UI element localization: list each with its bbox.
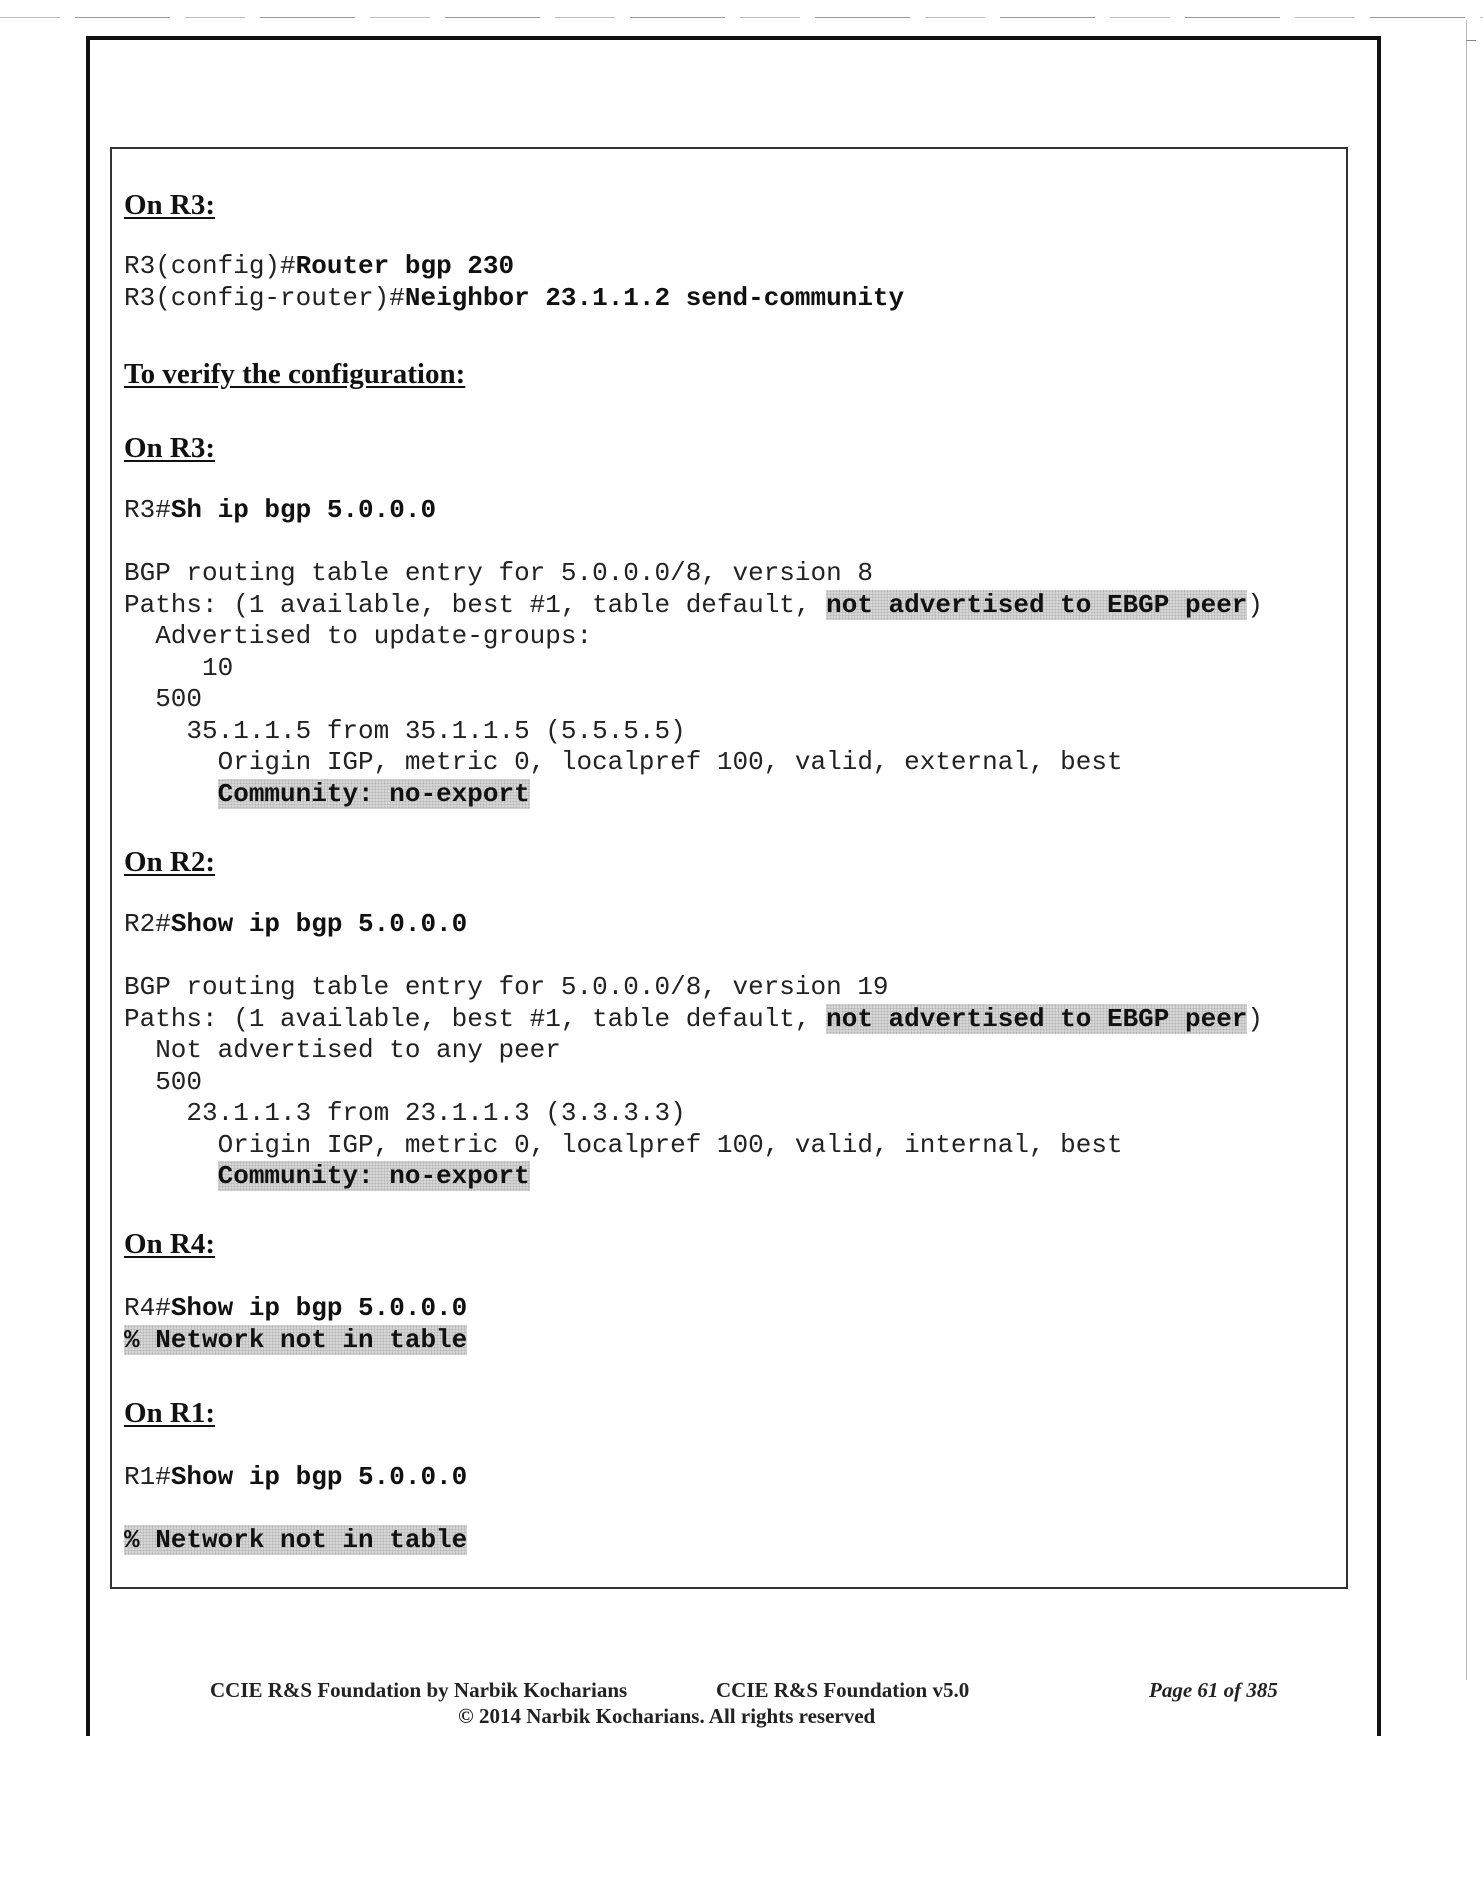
output-line: BGP routing table entry for 5.0.0.0/8, version 19 xyxy=(124,972,889,1002)
output-line: 500 xyxy=(124,1066,203,1097)
highlight: not advertised to EBGP peer xyxy=(826,1003,1248,1034)
section-heading: On R3: xyxy=(124,189,216,221)
cli-prompt: R1# xyxy=(124,1462,171,1492)
output-line: 10 xyxy=(124,652,234,683)
verify-heading: To verify the configuration: xyxy=(124,358,466,390)
scan-artifact-right xyxy=(1466,20,1467,1680)
output-line: Advertised to update-groups: xyxy=(124,621,593,651)
page-frame-left xyxy=(86,36,90,1736)
footer-version: CCIE R&S Foundation v5.0 xyxy=(716,1678,970,1702)
r2-verify-section xyxy=(124,845,215,879)
output-line: Not advertised to any peer xyxy=(124,1035,561,1065)
section-heading: On R2: xyxy=(124,846,216,878)
output-line: Paths: (1 available, best #1, table default, xyxy=(124,589,827,620)
highlight: % Network not in table xyxy=(124,1525,468,1555)
r3-verify-code xyxy=(124,495,436,527)
page-number: Page 61 of 385 xyxy=(1149,1678,1278,1702)
cli-prompt: R3(config-router)# xyxy=(124,282,405,313)
scan-artifact-tick xyxy=(1466,40,1476,41)
cli-command: Show ip bgp 5.0.0.0 xyxy=(170,1462,468,1492)
cli-prompt: R2# xyxy=(124,909,171,939)
cli-prompt: R3# xyxy=(124,495,171,525)
section-heading: On R1: xyxy=(124,1397,216,1429)
r4-verify-section xyxy=(124,1227,215,1261)
output-line: 23.1.1.3 from 23.1.1.3 (3.3.3.3) xyxy=(124,1098,686,1128)
output-line: Origin IGP, metric 0, localpref 100, valid, internal, best xyxy=(124,1129,1123,1160)
cli-command: Show ip bgp 5.0.0.0 xyxy=(170,909,468,939)
output-indent xyxy=(124,779,218,809)
section-heading: On R4: xyxy=(124,1228,216,1260)
r2-verify-code xyxy=(124,909,467,941)
cli-command: Router bgp 230 xyxy=(295,251,515,281)
output-line: 35.1.1.5 from 35.1.1.5 (5.5.5.5) xyxy=(124,715,686,746)
highlight: not advertised to EBGP peer xyxy=(826,589,1248,620)
r3-config-code xyxy=(124,251,904,314)
cli-command: Sh ip bgp 5.0.0.0 xyxy=(170,495,437,525)
verify-section xyxy=(124,357,465,391)
scan-artifact-top xyxy=(0,17,1483,18)
r1-verify-section xyxy=(124,1396,215,1430)
cli-prompt: R3(config)# xyxy=(124,251,296,281)
r1-result xyxy=(124,1525,467,1557)
output-indent xyxy=(124,1161,218,1191)
r3-config-section xyxy=(124,188,215,222)
r1-verify-code xyxy=(124,1462,467,1494)
output-line: BGP routing table entry for 5.0.0.0/8, version 8 xyxy=(124,558,873,588)
footer-title: CCIE R&S Foundation by Narbik Kocharians xyxy=(210,1678,628,1702)
output-line: 500 xyxy=(124,684,203,714)
cli-command: Neighbor 23.1.1.2 send-community xyxy=(404,282,905,313)
output-line: Paths: (1 available, best #1, table default, xyxy=(124,1003,827,1034)
r2-bgp-output xyxy=(124,972,1263,1193)
highlight: Community: no-export xyxy=(217,778,530,809)
cli-prompt: R4# xyxy=(124,1293,171,1323)
output-line: Origin IGP, metric 0, localpref 100, valid, external, best xyxy=(124,747,1123,777)
highlight: % Network not in table xyxy=(124,1324,468,1355)
cli-command: Show ip bgp 5.0.0.0 xyxy=(170,1293,468,1323)
output-text: ) xyxy=(1247,1003,1264,1034)
highlight: Community: no-export xyxy=(217,1161,530,1191)
page-frame-right xyxy=(1377,36,1381,1736)
r3-bgp-output xyxy=(124,558,1263,810)
output-text: ) xyxy=(1247,589,1264,620)
footer-copyright: © 2014 Narbik Kocharians. All rights reserved xyxy=(458,1704,876,1728)
r3-verify-section xyxy=(124,431,215,465)
r4-verify-code xyxy=(124,1293,467,1356)
section-heading: On R3: xyxy=(124,432,216,464)
page-frame-top xyxy=(86,36,1381,40)
